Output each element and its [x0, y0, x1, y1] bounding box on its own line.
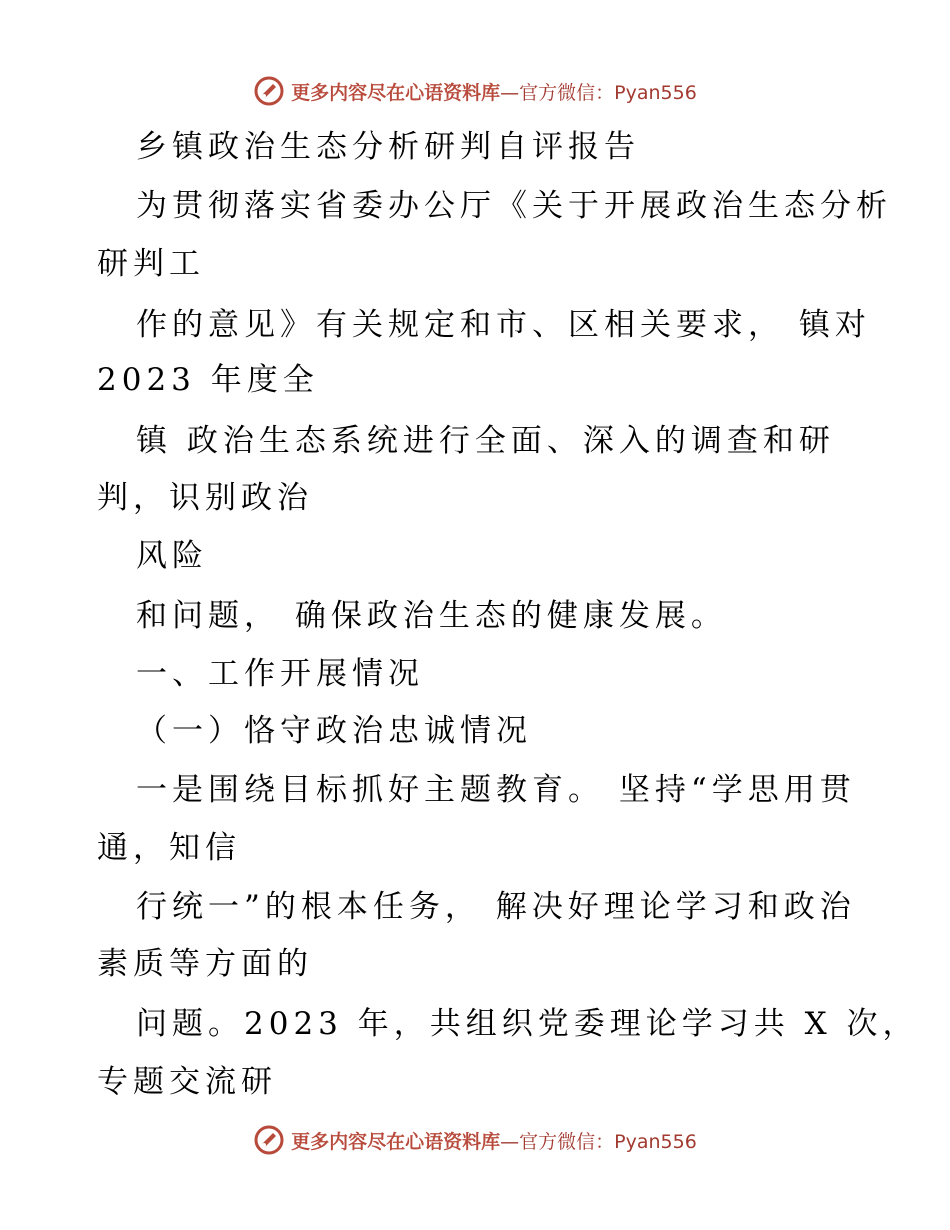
- logo-icon: [253, 1124, 285, 1156]
- section-heading: 一、工作开展情况: [136, 656, 424, 692]
- logo-icon: [253, 75, 285, 107]
- text-line: 一是围绕目标抓好主题教育。 坚持“学思用贯: [136, 772, 856, 808]
- document-title: 乡镇政治生态分析研判自评报告: [136, 129, 640, 165]
- subsection-heading: （一）恪守政治忠诚情况: [136, 713, 532, 749]
- text-line: 行统一”的根本任务， 解决好理论学习和政治: [136, 889, 856, 925]
- text-line: 研判工: [97, 246, 205, 282]
- watermark-text: 更多内容尽在心语资料库: [291, 1130, 501, 1153]
- watermark-footer: [0, 1122, 950, 1158]
- text-line: 和问题， 确保政治生态的健康发展。: [136, 598, 727, 634]
- text-line: 2023 年度全: [97, 362, 319, 398]
- watermark-text: 更多内容尽在心语资料库: [291, 81, 501, 104]
- text-line: 素质等方面的: [97, 946, 313, 982]
- text-line: 风险: [136, 538, 208, 574]
- text-line: 为贯彻落实省委办公厅《关于开展政治生态分析: [136, 188, 892, 224]
- text-line: 镇 政治生态系统进行全面、深入的调查和研: [136, 423, 835, 459]
- text-line: 专题交流研: [97, 1064, 277, 1100]
- text-line: 问题。2023 年，共组织党委理论学习共 X 次，: [136, 1006, 919, 1042]
- text-line: 通，知信: [97, 830, 241, 866]
- text-line: 判，识别政治: [97, 480, 313, 516]
- watermark-header: [0, 73, 950, 109]
- watermark-subtext: —官方微信：Pyan556: [500, 81, 697, 104]
- watermark-subtext: —官方微信：Pyan556: [500, 1130, 697, 1153]
- text-line: 作的意见》有关规定和市、区相关要求， 镇对: [136, 307, 871, 343]
